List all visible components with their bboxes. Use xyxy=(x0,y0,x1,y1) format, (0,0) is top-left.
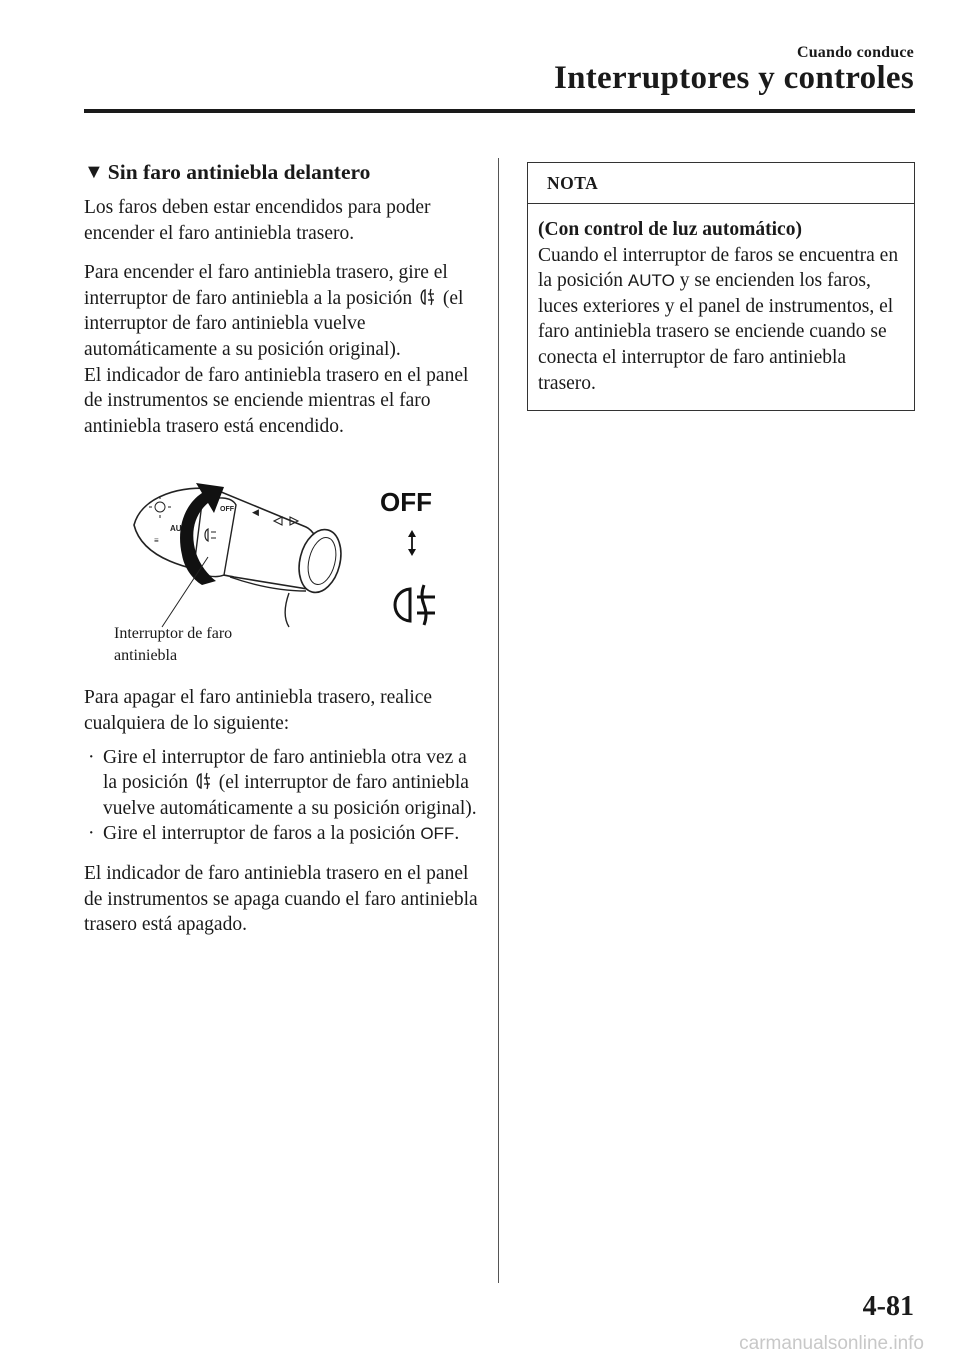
off-position-label: OFF xyxy=(380,487,432,518)
paragraph-indicator-on: El indicador de faro antiniebla trasero en el panel de instrumentos se enciende mientras el faro antiniebla trasero está encendido. xyxy=(84,364,469,437)
note-frame xyxy=(527,162,915,411)
svg-text:OFF: OFF xyxy=(220,506,234,514)
bullet-dot: · xyxy=(88,823,95,845)
turn-on-text-b: (el interruptor de faro antiniebla vuelve automáticamente a su posición original). xyxy=(84,287,464,360)
figure-caption-line2: antiniebla xyxy=(114,647,178,665)
header-rule xyxy=(84,109,915,113)
svg-text:AU: AU xyxy=(170,524,182,534)
watermark: carmanualsonline.info xyxy=(739,1333,924,1354)
paragraph-turn-off: Para apagar el faro antiniebla trasero, realice cualquiera de lo siguiente: xyxy=(84,687,433,734)
page-title: Interruptores y controles xyxy=(553,60,914,96)
turn-off-options-list xyxy=(84,745,484,847)
section-heading-text: Sin faro antiniebla delantero xyxy=(107,160,371,184)
paragraph-turn-on xyxy=(84,260,484,362)
list-item xyxy=(84,745,484,822)
rear-fog-symbol-icon xyxy=(419,287,435,307)
note-text xyxy=(538,243,904,397)
note-text-a: Cuando el interruptor de faros se encuentra en la posición xyxy=(538,244,899,292)
triangle-marker-icon: ▼ xyxy=(84,161,104,183)
auto-position-text: AUTO xyxy=(627,271,675,291)
note-text-b: y se encienden los faros, luces exteriores y el panel de instrumentos, el faro antiniebla trasero se enciende cuando se conecta el interruptor de faro antiniebla trasero. xyxy=(538,270,894,394)
option2-text: Gire el interruptor de faros a la posición xyxy=(103,823,416,845)
option1-text-b: (el interruptor de faro antiniebla vuelve automáticamente a su posición original). xyxy=(103,772,477,819)
svg-text:≡: ≡ xyxy=(154,536,159,546)
figure-caption-line1: Interruptor de faro xyxy=(114,625,233,643)
column-divider xyxy=(498,158,499,1283)
page-number: 4-81 xyxy=(862,1291,914,1322)
note-body xyxy=(528,204,914,410)
fog-switch-figure xyxy=(84,467,484,683)
bullet-dot: · xyxy=(88,746,95,768)
paragraph-lights-required: Los faros deben estar encendidos para poder encender el faro antiniebla trasero. xyxy=(84,197,431,244)
note-box xyxy=(527,162,915,411)
section-heading xyxy=(84,158,484,186)
rear-fog-symbol-icon xyxy=(195,771,211,791)
paragraph-indicator-off: El indicador de faro antiniebla trasero en el panel de instrumentos se apaga cuando el faro antiniebla trasero está apagado. xyxy=(84,862,478,936)
option1-text-a: Gire el interruptor de faro antiniebla otra vez a la posición xyxy=(103,746,467,794)
list-item: · Gire el interruptor de faros a la posición OFF. xyxy=(84,821,484,847)
figure-caption xyxy=(114,623,232,667)
section-label: Cuando conduce xyxy=(796,44,914,61)
turn-on-text-a: Para encender el faro antiniebla trasero, gire el interruptor de faro antiniebla a la posición xyxy=(84,262,448,309)
svg-text:◀: ◀ xyxy=(252,507,259,518)
note-title: NOTA xyxy=(528,163,914,204)
left-column xyxy=(84,158,484,938)
off-position-text: OFF xyxy=(420,824,455,844)
note-subtitle: (Con control de luz automático) xyxy=(538,219,802,240)
